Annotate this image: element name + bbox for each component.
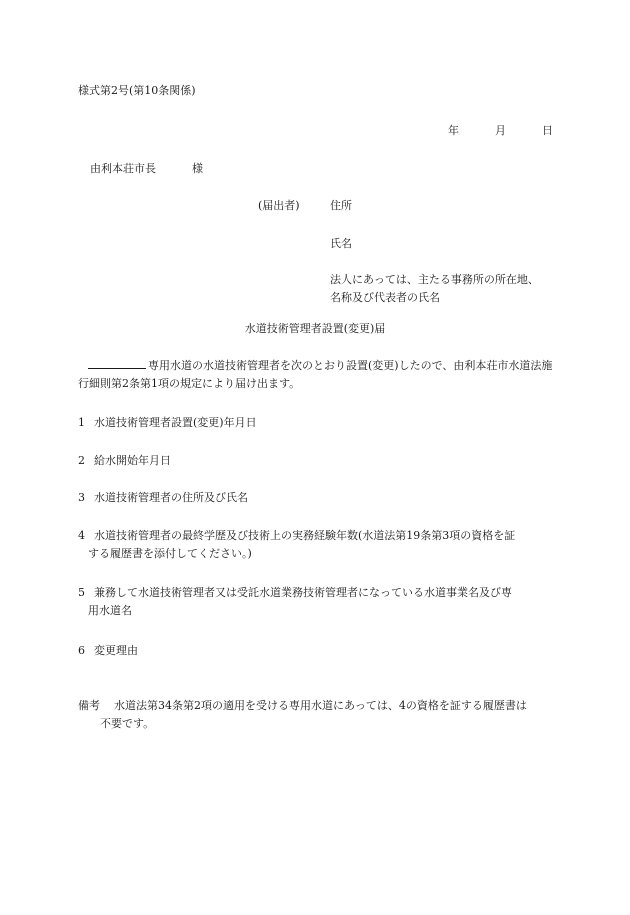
item-2	[78, 452, 562, 470]
item-3	[78, 489, 562, 507]
item-number: 3	[78, 491, 85, 504]
address-label: 住所	[330, 199, 352, 212]
item-number: 6	[78, 644, 85, 657]
item-text: 水道技術管理者設置(変更)年月日	[94, 416, 257, 429]
addressee-honorific: 様	[192, 162, 203, 175]
form-number: 様式第2号(第10条関係)	[78, 84, 196, 97]
item-text: 変更理由	[94, 644, 138, 657]
item-text-cont: 用水道名	[88, 604, 132, 617]
addressee-name: 由利本荘市長	[90, 162, 156, 175]
date-day: 日	[542, 124, 553, 137]
corporation-note-line2: 名称及び代表者の氏名	[330, 291, 440, 304]
addressee	[90, 160, 203, 178]
remarks	[78, 697, 562, 733]
body-paragraph	[78, 357, 562, 393]
item-5	[78, 584, 562, 620]
item-text: 給水開始年月日	[94, 454, 171, 467]
item-6	[78, 642, 562, 660]
document-title: 水道技術管理者設置(変更)届	[244, 322, 386, 335]
item-1	[78, 414, 562, 432]
blank-fill-line	[88, 357, 146, 369]
item-number: 2	[78, 454, 85, 467]
item-4	[78, 527, 562, 563]
corporation-note	[330, 271, 539, 307]
remarks-text-cont: 不要です。	[100, 717, 155, 730]
item-text: 水道技術管理者の住所及び氏名	[94, 491, 248, 504]
remarks-text: 水道法第34条第2項の適用を受ける専用水道にあっては、4の資格を証する履歴書は	[114, 699, 527, 712]
item-text-cont: する履歴書を添付してください。)	[88, 547, 252, 560]
body-text: 専用水道の水道技術管理者を次のとおり設置(変更)したので、由利本荘市水道法施行細則第2条第1項の規定により届け出ます。	[78, 359, 553, 390]
item-text: 水道技術管理者の最終学歴及び技術上の実務経験年数(水道法第19条第3項の資格を証	[94, 529, 516, 542]
date-month: 月	[495, 124, 506, 137]
applicant-role: (届出者)	[258, 199, 300, 212]
date-line	[448, 122, 553, 140]
remarks-label: 備考	[78, 699, 100, 712]
name-label: 氏名	[330, 237, 352, 250]
item-number: 5	[78, 586, 85, 599]
item-text: 兼務して水道技術管理者又は受託水道業務技術管理者になっている水道事業名及び専	[94, 586, 512, 599]
date-year: 年	[448, 124, 459, 137]
item-number: 4	[78, 529, 85, 542]
item-number: 1	[78, 416, 85, 429]
corporation-note-line1: 法人にあっては、主たる事務所の所在地、	[330, 273, 539, 286]
